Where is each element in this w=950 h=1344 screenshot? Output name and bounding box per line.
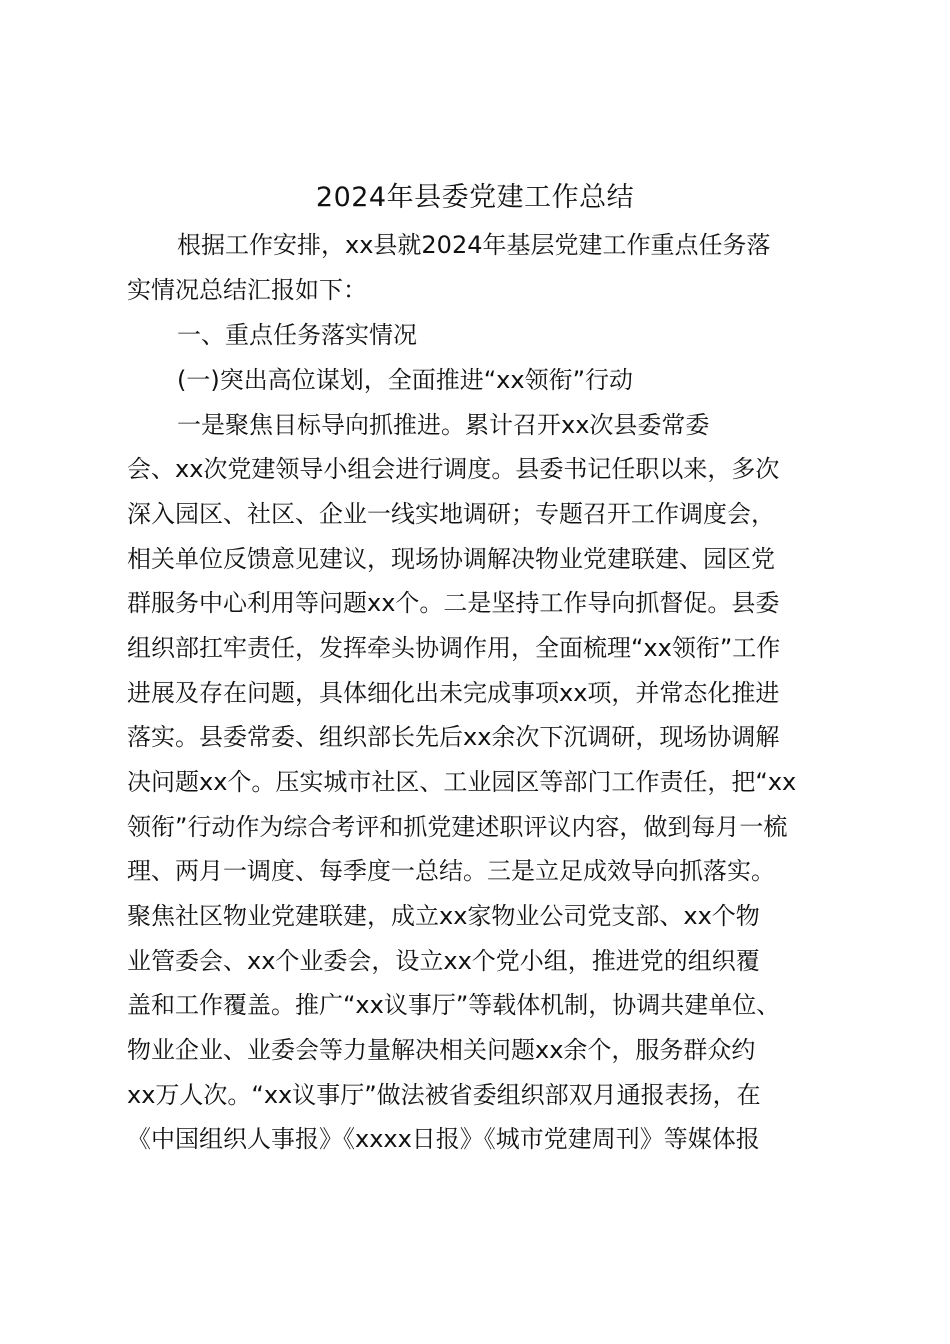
paragraph-line: 深入园区、社区、企业一线实地调研；专题召开工作调度会， [127,500,775,528]
paragraph-line: 决问题xx个。压实城市社区、工业园区等部门工作责任，把“xx [127,768,797,796]
paragraph-line: 群服务中心利用等问题xx个。二是坚持工作导向抓督促。县委 [127,589,780,617]
section-heading: 一、重点任务落实情况 [177,321,417,349]
paragraph-line: 物业企业、业委会等力量解决相关问题xx余个，服务群众约 [127,1036,756,1064]
paragraph-line: 领衔”行动作为综合考评和抓党建述职评议内容，做到每月一梳 [127,813,788,841]
paragraph-line: xx万人次。“xx议事厅”做法被省委组织部双月通报表扬，在 [127,1081,761,1109]
paragraph-line: 进展及存在问题，具体细化出未完成事项xx项，并常态化推进 [127,679,780,707]
paragraph-line: 盖和工作覆盖。推广“xx议事厅”等载体机制，协调共建单位、 [127,991,781,1019]
paragraph-line: 相关单位反馈意见建议，现场协调解决物业党建联建、园区党 [127,545,775,573]
paragraph-line: 聚焦社区物业党建联建，成立xx家物业公司党支部、xx个物 [127,902,760,930]
paragraph-line: 落实。县委常委、组织部长先后xx余次下沉调研，现场协调解 [127,723,780,751]
paragraph-line: 一是聚焦目标导向抓推进。累计召开xx次县委常委 [177,411,710,439]
paragraph-line: 实情况总结汇报如下： [127,276,367,304]
paragraph-line: 业管委会、xx个业委会，设立xx个党小组，推进党的组织覆 [127,947,760,975]
document-title: 2024年县委党建工作总结 [315,182,635,213]
paragraph-line: 理、两月一调度、每季度一总结。三是立足成效导向抓落实。 [127,857,775,885]
paragraph-line: 《中国组织人事报》《xxxx日报》《城市党建周刊》等媒体报 [127,1125,760,1153]
paragraph-line: 根据工作安排，xx县就2024年基层党建工作重点任务落 [177,231,771,259]
paragraph-line: 会、xx次党建领导小组会进行调度。县委书记任职以来，多次 [127,455,780,483]
subsection-heading: (一)突出高位谋划，全面推进“xx领衔”行动 [177,366,633,394]
paragraph-line: 组织部扛牢责任，发挥牵头协调作用，全面梳理“xx领衔”工作 [127,634,781,662]
